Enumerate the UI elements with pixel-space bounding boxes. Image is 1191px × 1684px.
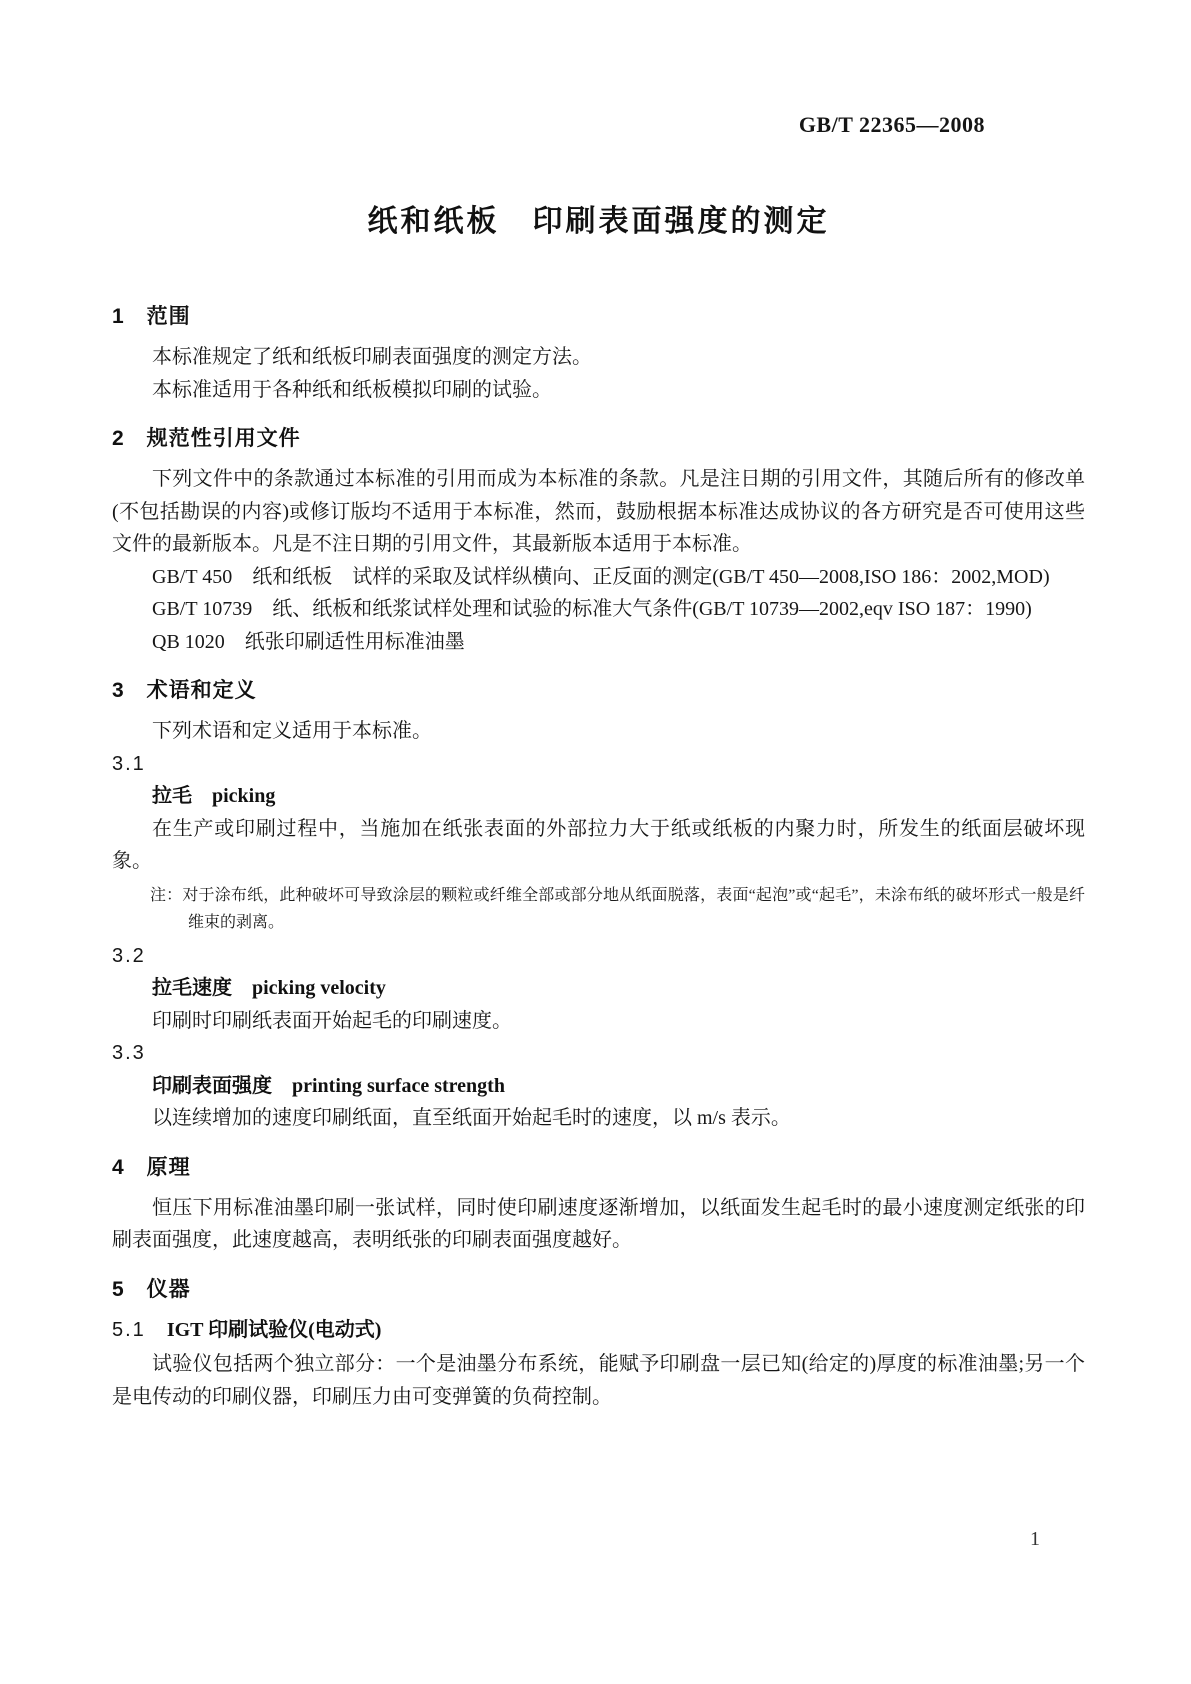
section-heading-3: 3 术语和定义 (112, 679, 257, 702)
page-number: 1 (1030, 1528, 1040, 1550)
section-terms-definitions (112, 674, 1085, 1135)
document-content (112, 112, 1085, 1413)
term-entry-3-3 (112, 1037, 1085, 1135)
clause-number: 3.1 (112, 752, 146, 775)
term-entry-3-2 (112, 940, 1085, 1038)
reference-item: GB/T 450 纸和纸板 试样的采取及试样纵横向、正反面的测定(GB/T 450—2008,ISO 186：2002,MOD) (152, 565, 1050, 588)
term-definition: 印刷时印刷纸表面开始起毛的印刷速度。 (152, 1009, 512, 1032)
paragraph: 本标准规定了纸和纸板印刷表面强度的测定方法。 (152, 346, 592, 368)
section-normative-references (112, 422, 1085, 658)
clause-number: 3.2 (112, 944, 146, 967)
term-heading: 拉毛速度 picking velocity (152, 977, 386, 999)
term-definition: 以连续增加的速度印刷纸面，直至纸面开始起毛时的速度，以 m/s 表示。 (152, 1107, 791, 1129)
subclause-title: IGT 印刷试验仪(电动式) (166, 1318, 382, 1341)
section-scope (112, 300, 1085, 406)
paragraph: 恒压下用标准油墨印刷一张试样，同时使印刷速度逐渐增加，以纸面发生起毛时的最小速度测定纸张的印刷表面强度，此速度越高，表明纸张的印刷表面强度越好。 (112, 1196, 1085, 1251)
reference-item: GB/T 10739 纸、纸板和纸浆试样处理和试验的标准大气条件(GB/T 10739—2002,eqv ISO 187：1990) (152, 598, 1032, 620)
reference-item: QB 1020 纸张印刷适性用标准油墨 (152, 630, 465, 653)
subclause-heading-5-1 (112, 1314, 1085, 1347)
page-title: 纸和纸板 印刷表面强度的测定 (367, 205, 830, 238)
paragraph: 试验仪包括两个独立部分：一个是油墨分布系统，能赋予印刷盘一层已知(给定的)厚度的标准油墨;另一个是电传动的印刷仪器，印刷压力由可变弹簧的负荷控制。 (112, 1353, 1085, 1408)
clause-number: 3.3 (112, 1042, 146, 1064)
term-definition: 在生产或印刷过程中，当施加在纸张表面的外部拉力大于纸或纸板的内聚力时，所发生的纸面层破坏现象。 (112, 817, 1085, 872)
section-heading-2: 2 规范性引用文件 (112, 427, 301, 450)
section-principle (112, 1151, 1085, 1257)
section-heading-5: 5 仪器 (112, 1277, 191, 1301)
paragraph: 本标准适用于各种纸和纸板模拟印刷的试验。 (152, 378, 552, 401)
paragraph: 下列文件中的条款通过本标准的引用而成为本标准的条款。凡是注日期的引用文件，其随后所有的修改单(不包括勘误的内容)或修订版均不适用于本标准，然而，鼓励根据本标准达成协议的各方研究是否可使用这些文件的最新版本。凡是不注日期的引用文件，其最新版本适用于本标准。 (112, 468, 1085, 555)
paragraph: 下列术语和定义适用于本标准。 (152, 720, 432, 742)
doc-number: GB/T 22365—2008 (798, 112, 985, 137)
term-entry-3-1 (112, 748, 1085, 936)
section-heading-1: 1 范围 (112, 305, 191, 328)
section-instruments (112, 1273, 1085, 1414)
section-heading-4: 4 原理 (112, 1155, 191, 1179)
term-heading: 拉毛 picking (152, 785, 276, 807)
subclause-number: 5.1 (112, 1318, 146, 1341)
note-text: 注：对于涂布纸，此种破坏可导致涂层的颗粒或纤维全部或部分地从纸面脱落，表面“起泡”或“起毛”，未涂布纸的破坏形式一般是纤维束的剥离。 (150, 886, 1085, 931)
term-heading: 印刷表面强度 printing surface strength (152, 1074, 505, 1097)
